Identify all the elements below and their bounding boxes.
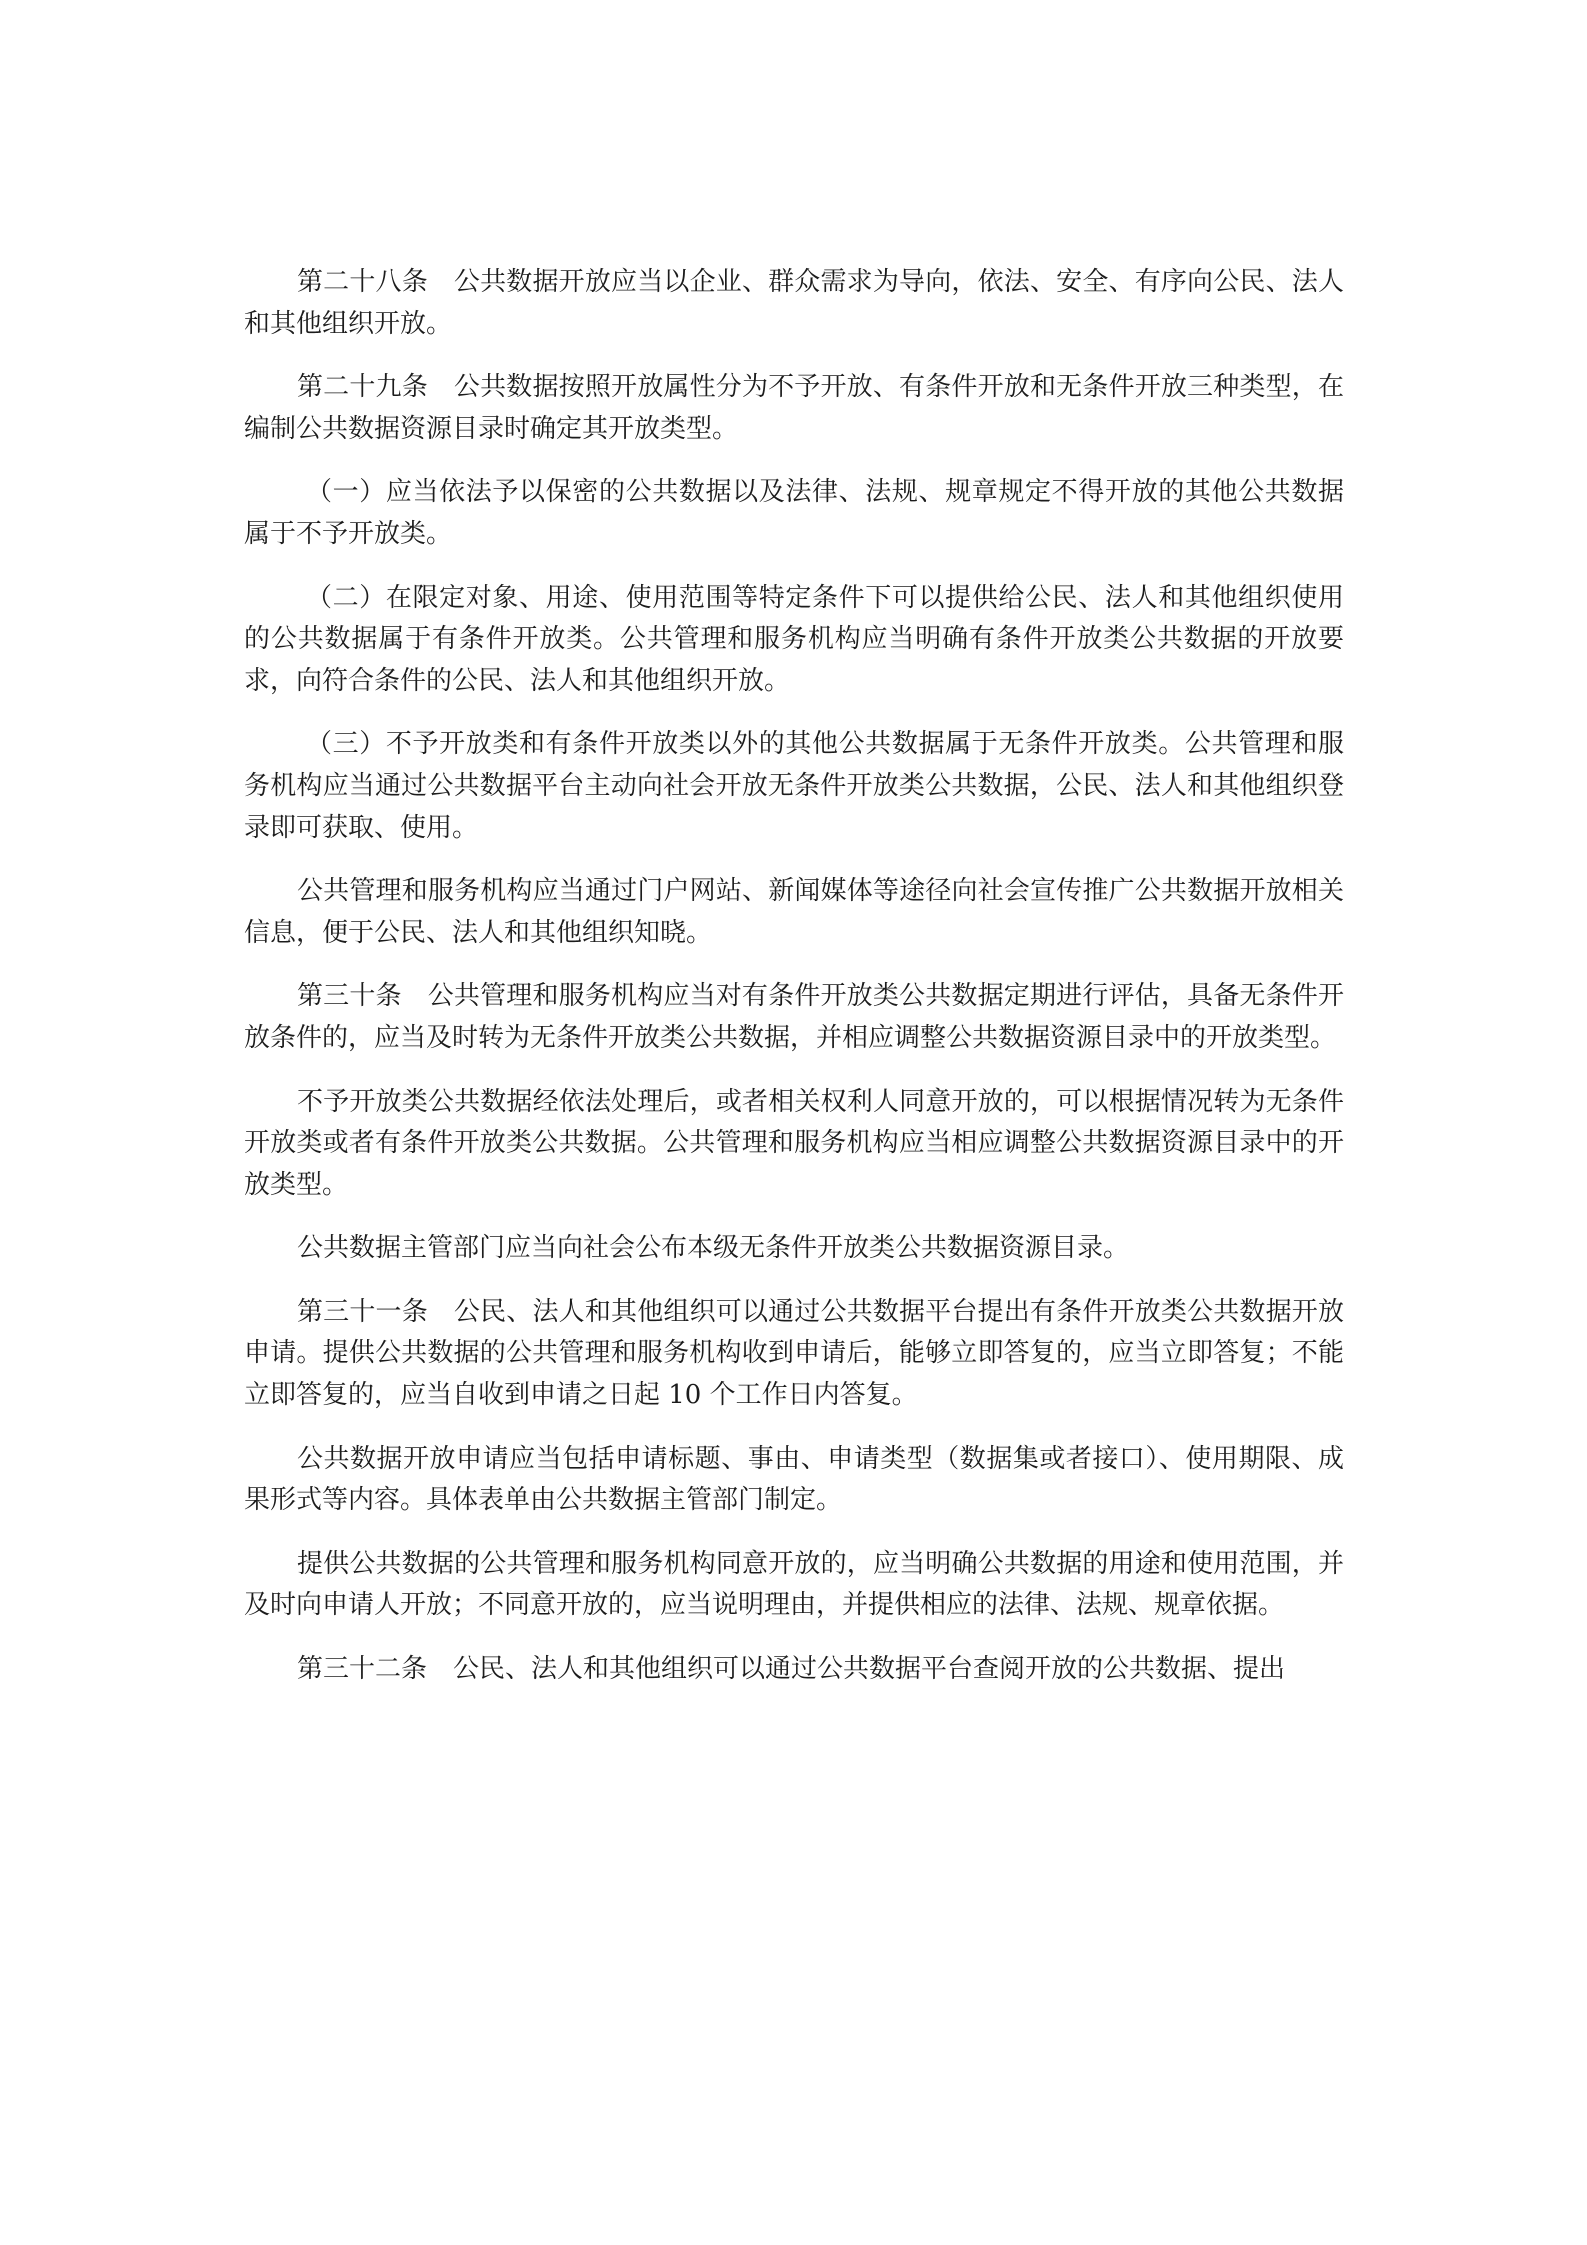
paragraph-text: 公共数据开放申请应当包括申请标题、事由、申请类型（数据集或者接口）、使用期限、成果形式等内容。具体表单由公共数据主管部门制定。 [244,1443,1344,1516]
paragraph-text: 公共数据主管部门应当向社会公布本级无条件开放类公共数据资源目录。 [297,1233,1130,1264]
paragraph-text: 不予开放类公共数据经依法处理后，或者相关权利人同意开放的，可以根据情况转为无条件开放类或者有条件开放类公共数据。公共管理和服务机构应当相应调整公共数据资源目录中的开放类型。 [244,1086,1344,1200]
article-29-paragraph [244,871,1344,954]
article-29-item-2 [244,578,1344,703]
article-30-paragraph-3 [244,1228,1344,1270]
article-31-paragraph-3 [244,1544,1344,1627]
article-number: 第三十二条 [297,1654,428,1685]
article-number: 第三十条 [297,981,402,1012]
article-31-paragraph-2 [244,1439,1344,1522]
paragraph-text: 公共数据开放应当以企业、群众需求为导向，依法、安全、有序向公民、法人和其他组织开放。 [244,267,1344,339]
paragraph-text: （二）在限定对象、用途、使用范围等特定条件下可以提供给公民、法人和其他组织使用的公共数据属于有条件开放类。公共管理和服务机构应当明确有条件开放类公共数据的开放要求，向符合条件的公民、法人和其他组织开放。 [244,582,1344,696]
article-29 [244,367,1344,450]
paragraph-text: 公民、法人和其他组织可以通过公共数据平台查阅开放的公共数据、提出 [453,1654,1286,1685]
article-28 [244,262,1344,345]
paragraph-text: 提供公共数据的公共管理和服务机构同意开放的，应当明确公共数据的用途和使用范围，并及时向申请人开放；不同意开放的，应当说明理由，并提供相应的法律、法规、规章依据。 [244,1548,1344,1621]
paragraph-text: 公民、法人和其他组织可以通过公共数据平台提出有条件开放类公共数据开放申请。提供公共数据的公共管理和服务机构收到申请后，能够立即答复的，应当立即答复；不能立即答复的，应当自收到申请之日起 10 个工作日内答复。 [244,1296,1344,1411]
body-text [244,262,1344,1713]
article-number: 第三十一条 [297,1296,428,1327]
paragraph-text: （三）不予开放类和有条件开放类以外的其他公共数据属于无条件开放类。公共管理和服务机构应当通过公共数据平台主动向社会开放无条件开放类公共数据，公民、法人和其他组织登录即可获取、使用。 [244,729,1344,843]
article-29-item-1 [244,472,1344,555]
article-number: 第二十八条 [297,267,428,297]
paragraph-text: 公共数据按照开放属性分为不予开放、有条件开放和无条件开放三种类型，在编制公共数据资源目录时确定其开放类型。 [244,372,1344,444]
article-30-paragraph-2 [244,1082,1344,1207]
paragraph-text: 公共管理和服务机构应当对有条件开放类公共数据定期进行评估，具备无条件开放条件的，应当及时转为无条件开放类公共数据，并相应调整公共数据资源目录中的开放类型。 [244,981,1344,1053]
article-32 [244,1649,1344,1691]
paragraph-text: 公共管理和服务机构应当通过门户网站、新闻媒体等途径向社会宣传推广公共数据开放相关信息，便于公民、法人和其他组织知晓。 [244,876,1344,948]
paragraph-text: （一）应当依法予以保密的公共数据以及法律、法规、规章规定不得开放的其他公共数据属于不予开放类。 [244,477,1344,549]
article-number: 第二十九条 [297,372,428,403]
article-29-item-3 [244,724,1344,849]
article-31 [244,1292,1344,1417]
article-30 [244,976,1344,1059]
